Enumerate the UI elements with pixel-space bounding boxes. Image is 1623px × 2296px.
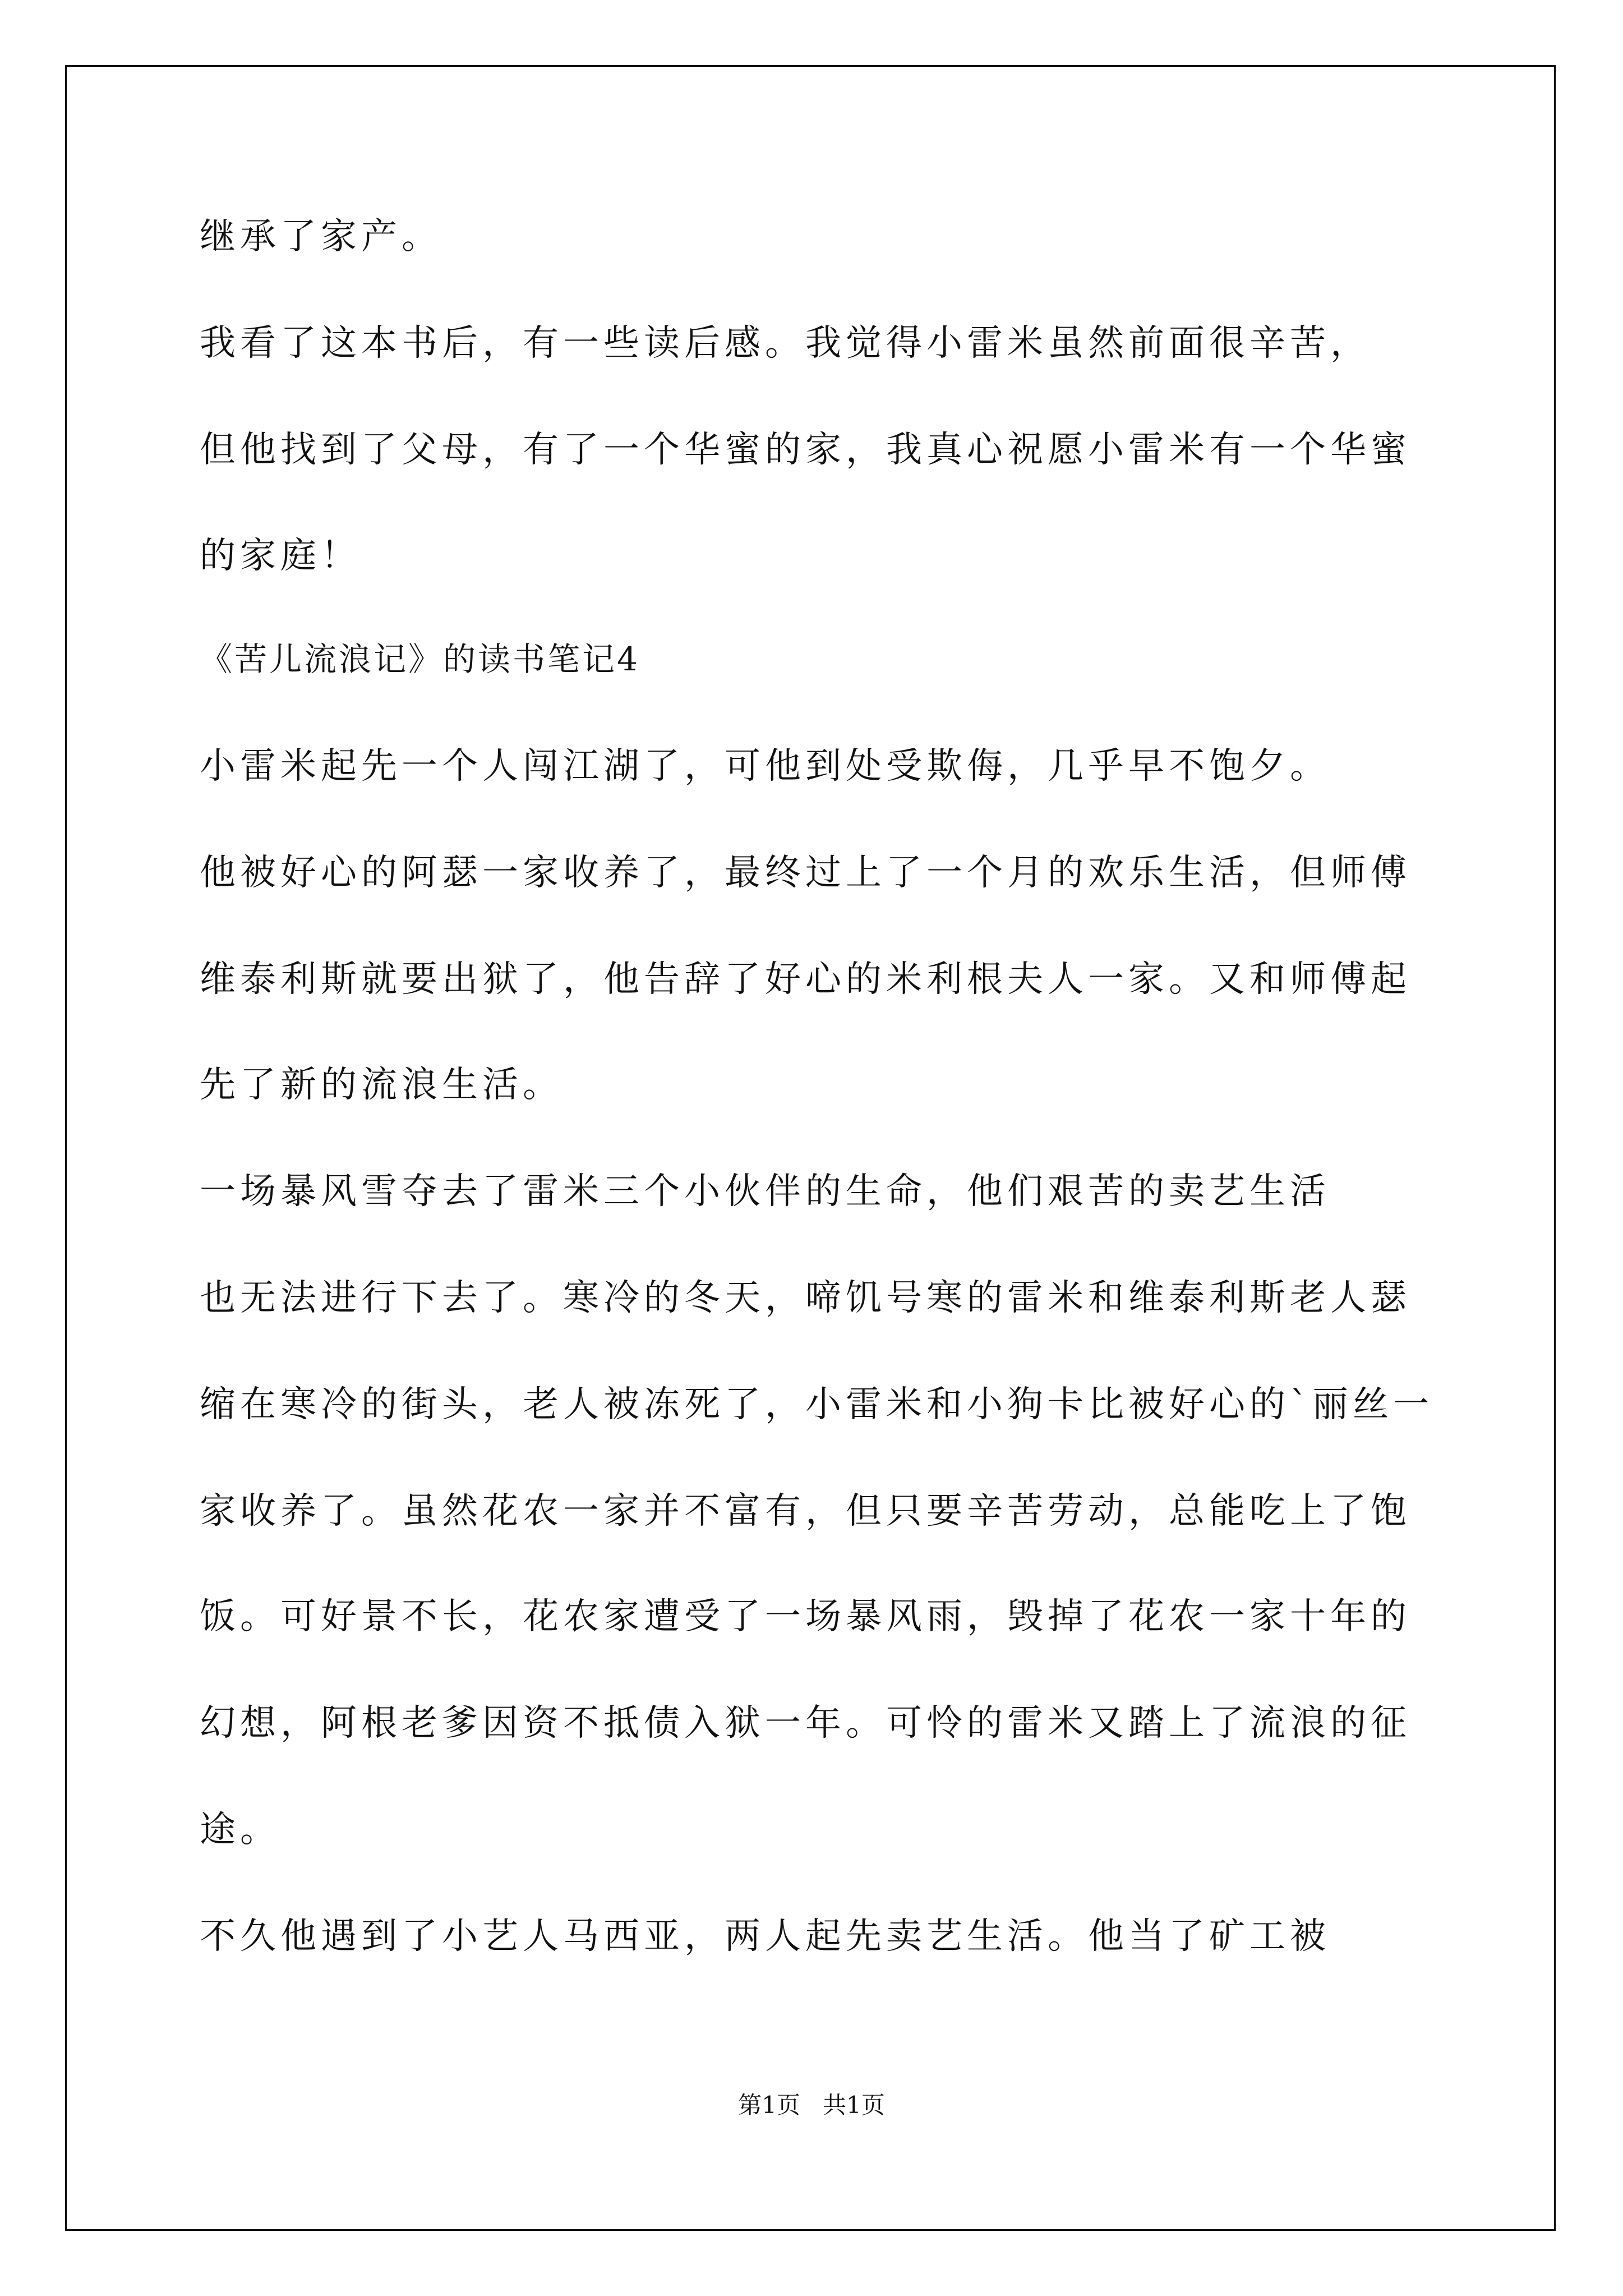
text-line: 他被好心的阿瑟一家收养了，最终过上了一个月的欢乐生活，但师傅 <box>200 852 1411 894</box>
section-heading: 《苦儿流浪记》的读书笔记4 <box>200 640 640 678</box>
text-line: 的家庭！ <box>200 535 361 577</box>
page-footer: 第1页 共1页 <box>738 2091 885 2119</box>
text-line: 家收养了。虽然花农一家并不富有，但只要辛苦劳动，总能吃上了饱 <box>200 1490 1411 1532</box>
text-line: 缩在寒冷的街头，老人被冻死了，小雷米和小狗卡比被好心的`丽丝一 <box>200 1384 1433 1425</box>
text-line: 先了新的流浪生活。 <box>200 1064 563 1106</box>
text-line: 不久他遇到了小艺人马西亚，两人起先卖艺生活。他当了矿工被 <box>200 1916 1330 1957</box>
text-line: 我看了这本书后，有一些读后感。我觉得小雷米虽然前面很辛苦， <box>200 323 1371 364</box>
text-line: 但他找到了父母，有了一个华蜜的家，我真心祝愿小雷米有一个华蜜 <box>200 429 1411 471</box>
text-line: 途。 <box>200 1809 280 1851</box>
text-line: 一场暴风雪夺去了雷米三个小伙伴的生命，他们艰苦的卖艺生活 <box>200 1171 1330 1212</box>
text-line: 小雷米起先一个人闯江湖了，可他到处受欺侮，几乎早不饱夕。 <box>200 746 1330 787</box>
text-line: 幻想，阿根老爹因资不抵债入狱一年。可怜的雷米又踏上了流浪的征 <box>200 1703 1411 1744</box>
text-line: 维泰利斯就要出狱了，他告辞了好心的米利根夫人一家。又和师傅起 <box>200 959 1411 1000</box>
text-line: 也无法进行下去了。寒冷的冬天，啼饥号寒的雷米和维泰利斯老人瑟 <box>200 1277 1411 1319</box>
text-line: 继承了家产。 <box>200 216 442 257</box>
page-border <box>65 65 1556 2231</box>
text-line: 饭。可好景不长，花农家遭受了一场暴风雨，毁掉了花农一家十年的 <box>200 1596 1411 1637</box>
